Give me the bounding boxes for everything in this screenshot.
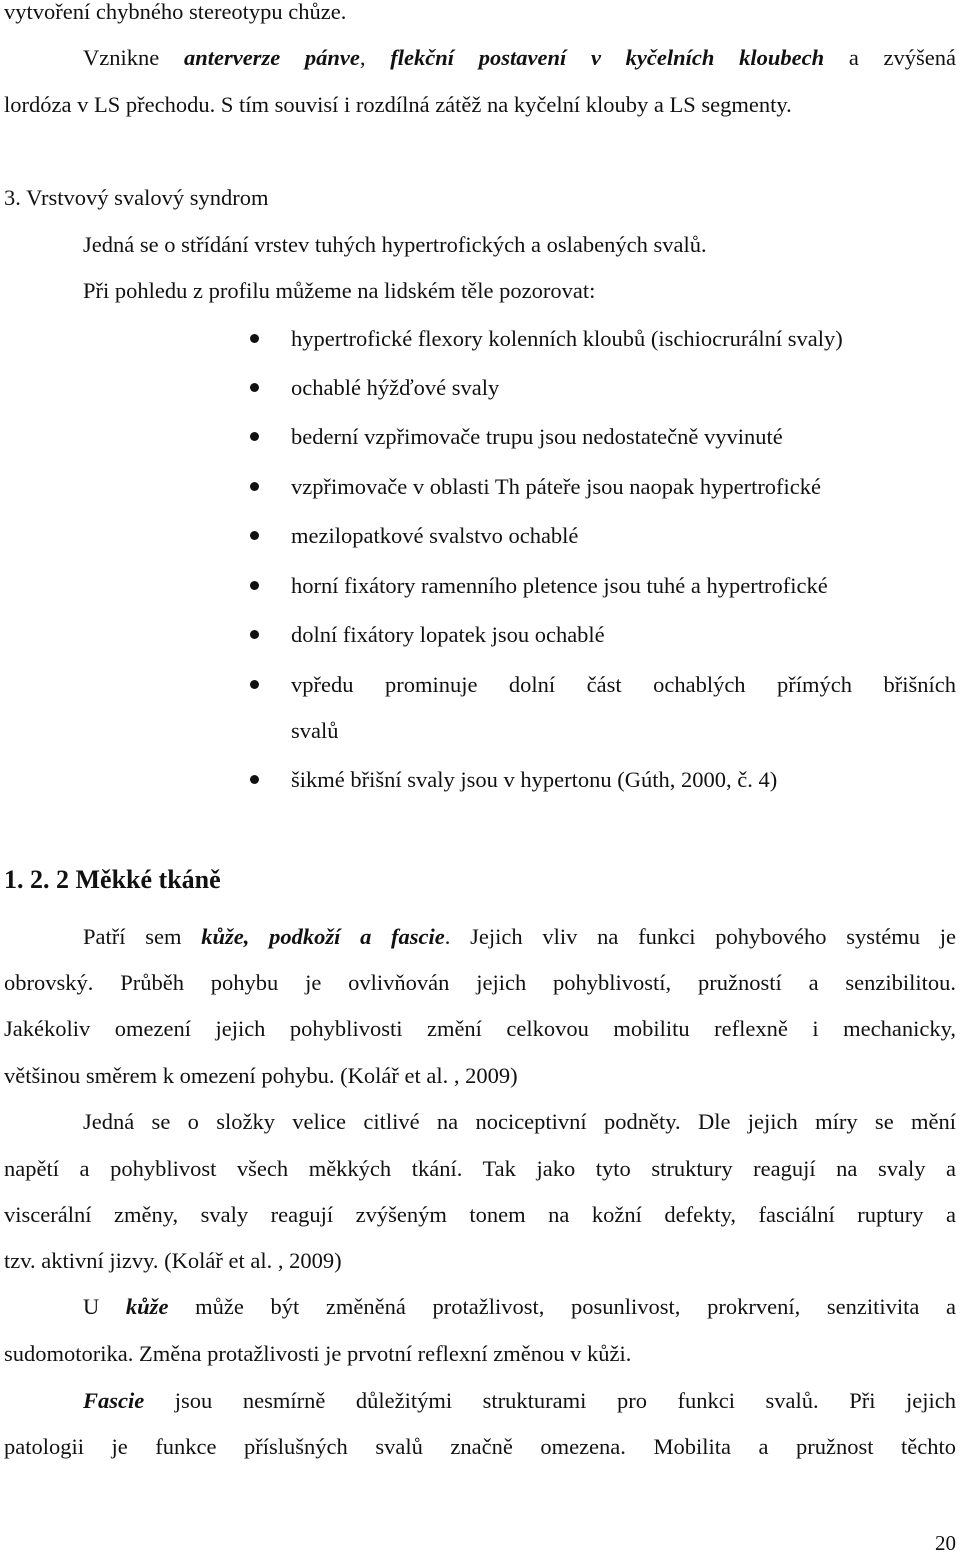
- text-line: U kůže může být změněná protažlivost, posunlivost, prokrvení, senzitivita a: [83, 1294, 956, 1319]
- list-item: ochablé hýžďové svaly: [291, 375, 500, 400]
- list-item: vzpřimovače v oblasti Th páteře jsou naopak hypertrofické: [291, 474, 822, 499]
- emphasis: flekční postavení v kyčelních kloubech: [390, 45, 825, 70]
- text-line: vytvoření chybného stereotypu chůze.: [4, 0, 347, 24]
- list-item: dolní fixátory lopatek jsou ochablé: [291, 622, 605, 647]
- list-heading: 3. Vrstvový svalový syndrom: [4, 185, 269, 210]
- list-item: bederní vzpřimovače trupu jsou nedostatečně vyvinuté: [291, 424, 783, 449]
- text-line: Při pohledu z profilu můžeme na lidském těle pozorovat:: [83, 278, 596, 303]
- emphasis: Fascie: [83, 1388, 145, 1413]
- text-line: Patří sem kůže, podkoží a fascie. Jejich vliv na funkci pohybového systému je: [83, 924, 956, 949]
- text-line: Vznikne anterverze pánve, flekční postavení v kyčelních kloubech a zvýšená: [83, 45, 957, 70]
- bullet-icon: [247, 373, 261, 403]
- list-item: hypertrofické flexory kolenních kloubů (ischiocrurální svaly): [291, 326, 843, 351]
- emphasis: kůže, podkoží a fascie: [201, 924, 445, 949]
- bullet-icon: [247, 670, 261, 700]
- text-line: lordóza v LS přechodu. S tím souvisí i rozdílná zátěž na kyčelní klouby a LS segmenty.: [4, 92, 792, 117]
- emphasis: kůže: [125, 1294, 169, 1319]
- text-line: viscerální změny, svaly reagují zvýšeným tonem na kožní defekty, fasciální ruptury a: [4, 1202, 956, 1227]
- text-line: tzv. aktivní jizvy. (Kolář et al. , 2009): [4, 1248, 342, 1273]
- text-line: obrovský. Průběh pohybu je ovlivňován jejich pohyblivostí, pružností a senzibilitou.: [4, 970, 956, 995]
- bullet-icon: [247, 472, 261, 502]
- section-heading: 1. 2. 2 Měkké tkáně: [4, 865, 221, 894]
- list-item: šikmé břišní svaly jsou v hypertonu (Gúth, 2000, č. 4): [291, 767, 778, 792]
- list-item: mezilopatkové svalstvo ochablé: [291, 523, 579, 548]
- bullet-icon: [247, 324, 261, 354]
- page-number: 20: [935, 1531, 956, 1555]
- list-item-continuation: svalů: [291, 718, 339, 743]
- text-line: napětí a pohyblivost všech měkkých tkání. Tak jako tyto struktury reagují na svaly a: [4, 1156, 956, 1181]
- bullet-icon: [247, 521, 261, 551]
- emphasis: anterverze pánve: [183, 45, 360, 70]
- bullet-icon: [247, 422, 261, 452]
- text-line: sudomotorika. Změna protažlivosti je prvotní reflexní změnou v kůži.: [4, 1341, 632, 1366]
- list-item: horní fixátory ramenního pletence jsou tuhé a hypertrofické: [291, 573, 828, 598]
- bullet-icon: [247, 765, 261, 795]
- text-line: patologii je funkce příslušných svalů značně omezena. Mobilita a pružnost těchto: [4, 1434, 956, 1459]
- text-line: Jakékoliv omezení jejich pohyblivosti změní celkovou mobilitu reflexně i mechanicky,: [4, 1016, 956, 1041]
- bullet-icon: [247, 620, 261, 650]
- text-line: Jedná se o složky velice citlivé na nociceptivní podněty. Dle jejich míry se mění: [83, 1109, 956, 1134]
- text-line: většinou směrem k omezení pohybu. (Kolář et al. , 2009): [4, 1063, 518, 1088]
- text-line: Jedná se o střídání vrstev tuhých hypertrofických a oslabených svalů.: [83, 232, 707, 257]
- list-item: vpředu prominuje dolní část ochablých přímých břišních: [291, 672, 956, 697]
- text-line: Fascie jsou nesmírně důležitými strukturami pro funkci svalů. Při jejich: [83, 1388, 956, 1413]
- bullet-icon: [247, 571, 261, 601]
